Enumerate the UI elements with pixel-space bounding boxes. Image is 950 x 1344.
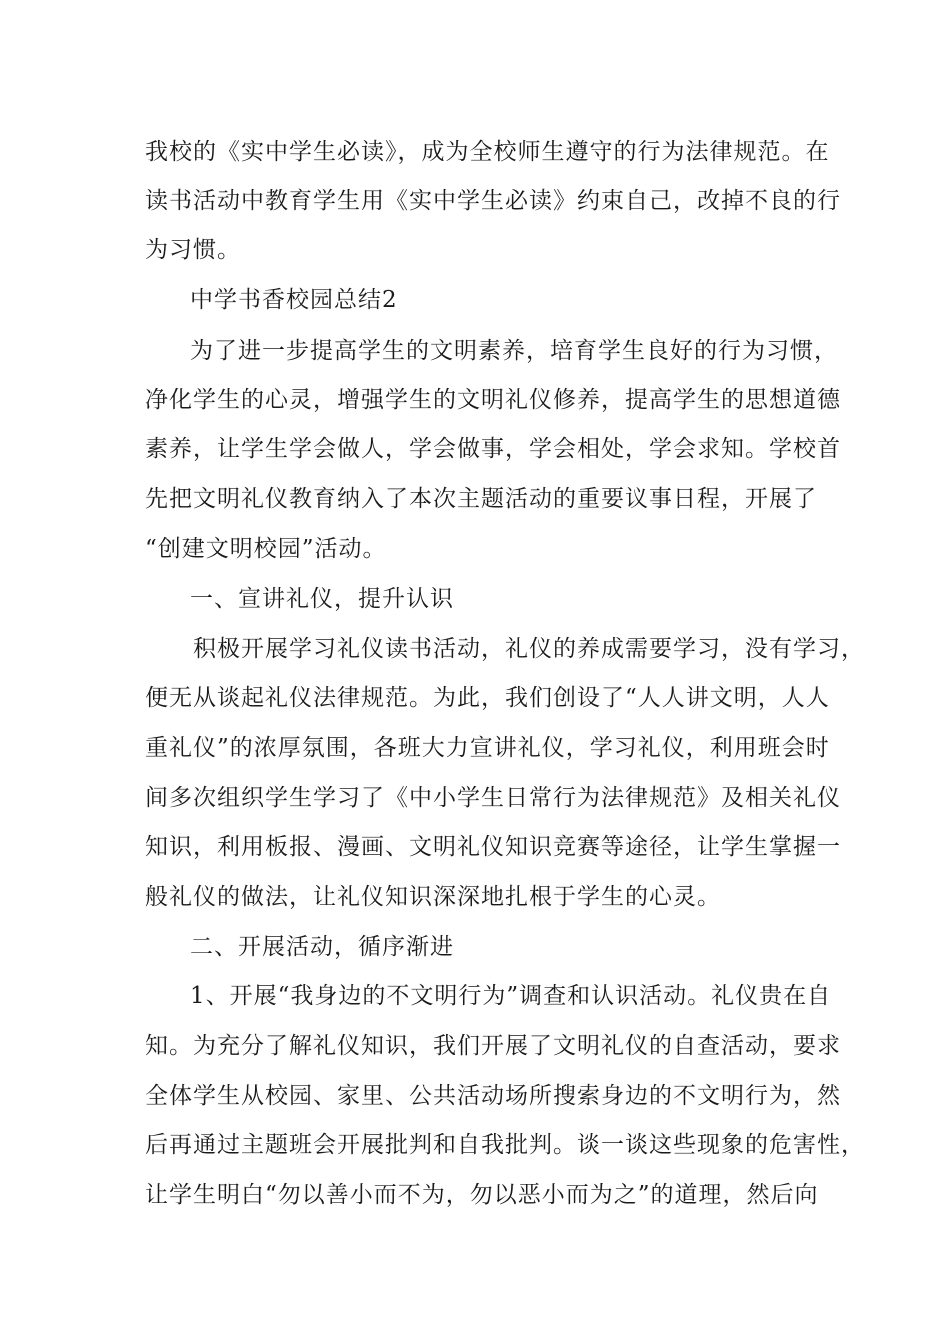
text-line: 为习惯。: [145, 237, 241, 263]
text-line: 全体学生从校园、家里、公共活动场所搜索身边的不文明行为，然: [145, 1083, 841, 1109]
text-line: 净化学生的心灵，增强学生的文明礼仪修养，提高学生的思想道德: [145, 387, 841, 413]
text-line: 知识，利用板报、漫画、文明礼仪知识竞赛等途径，让学生掌握一: [145, 834, 841, 860]
text-line: 积极开展学习礼仪读书活动，礼仪的养成需要学习，没有学习，: [193, 636, 865, 662]
text-line: 间多次组织学生学习了《中小学生日常行为法律规范》及相关礼仪: [145, 785, 841, 811]
text-line: 我校的《实中学生必读》，成为全校师生遵守的行为法律规范。在: [145, 139, 830, 165]
text-line: 重礼仪”的浓厚氛围，各班大力宣讲礼仪，学习礼仪，利用班会时: [145, 735, 830, 761]
section-heading: 中学书香校园总结2: [190, 287, 398, 313]
section-heading: 二、开展活动，循序渐进: [190, 934, 454, 960]
text-line: 便无从谈起礼仪法律规范。为此，我们创设了“人人讲文明，人人: [145, 685, 830, 711]
text-line: 让学生明白“勿以善小而不为，勿以恶小而为之”的道理，然后向: [145, 1182, 819, 1208]
text-line: 1、开展“我身边的不文明行为”调查和认识活动。礼仪贵在自: [190, 983, 832, 1009]
text-line: 素养，让学生学会做人，学会做事，学会相处，学会求知。学校首: [145, 436, 841, 462]
text-line: 知。为充分了解礼仪知识，我们开展了文明礼仪的自查活动，要求: [145, 1033, 841, 1059]
text-line: “创建文明校园”活动。: [145, 536, 387, 562]
text-line: 般礼仪的做法，让礼仪知识深深地扎根于学生的心灵。: [145, 884, 721, 910]
section-heading: 一、宣讲礼仪，提升认识: [190, 586, 454, 612]
text-line: 先把文明礼仪教育纳入了本次主题活动的重要议事日程，开展了: [145, 486, 817, 512]
text-line: 为了进一步提高学生的文明素养，培育学生良好的行为习惯，: [190, 338, 838, 364]
text-line: 后再通过主题班会开展批判和自我批判。谈一谈这些现象的危害性，: [145, 1132, 865, 1158]
text-line: 读书活动中教育学生用《实中学生必读》约束自己，改掉不良的行: [145, 188, 841, 214]
